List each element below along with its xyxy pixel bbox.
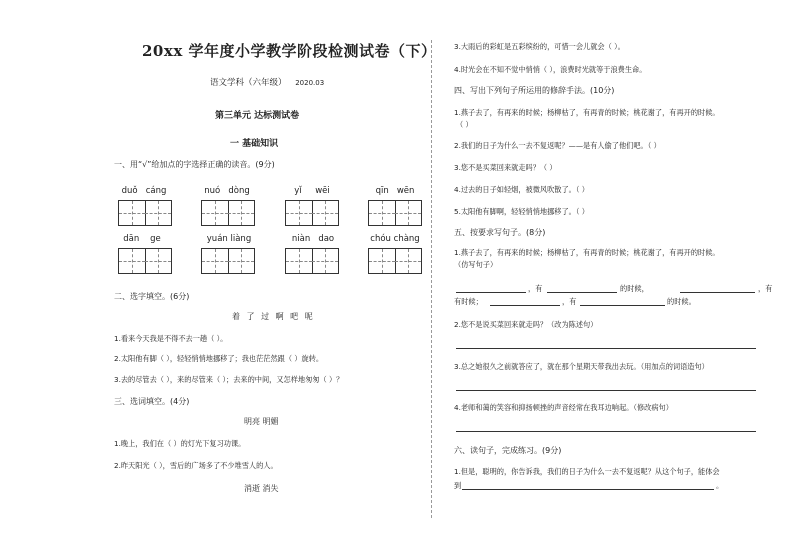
writing-grid[interactable] <box>201 200 255 226</box>
right-item-3: 3.大雨后的彩虹是五彩缤纷的，可惜一会儿就会（ ）。 <box>454 42 625 51</box>
answer-line[interactable] <box>547 292 617 293</box>
subject-label: 语文学科（六年级） <box>210 78 287 88</box>
writing-grid[interactable] <box>368 200 422 226</box>
pinyin-3: yǐ wēi <box>294 186 330 196</box>
pinyin-8: chóu chàng <box>370 234 420 244</box>
fill-text: 有时候； <box>454 297 483 306</box>
fill-text: 的时候， <box>620 284 649 293</box>
answer-line[interactable] <box>490 305 560 306</box>
fill-text: 的时候。 <box>667 297 696 306</box>
question-2-heading: 二、选字填空。(6分) <box>114 292 190 301</box>
q5-item-2: 2.您不是说买菜回来就走吗？（改为陈述句） <box>454 320 598 329</box>
pinyin-6: yuán liàng <box>206 234 252 244</box>
q5-item-1-note: （仿写句子） <box>454 260 498 269</box>
answer-line[interactable] <box>456 431 756 432</box>
subject-line <box>210 76 324 88</box>
writing-grid[interactable] <box>118 200 172 226</box>
q4-item-1: 1.燕子去了，有再来的时候；杨柳枯了，有再青的时候；桃花谢了，有再开的时候。 <box>454 108 720 117</box>
writing-grid[interactable] <box>368 248 422 274</box>
fill-text: 。 <box>716 481 724 490</box>
fill-text: 到 <box>454 481 462 490</box>
question-2-item-3: 3.去的尽管去（ ），来的尽管来（ ）；去来的中间，又怎样地匆匆（ ）？ <box>114 375 344 384</box>
question-2-item-2: 2.太阳他有脚（ ），轻轻悄悄地挪移了；我也茫茫然跟（ ）旋转。 <box>114 354 324 363</box>
fill-text: ，有 <box>528 284 543 293</box>
question-3-item-1: 1.晚上，我们在（ ）的灯光下复习功课。 <box>114 439 246 448</box>
writing-grid[interactable] <box>285 248 339 274</box>
writing-grid[interactable] <box>285 200 339 226</box>
answer-line[interactable] <box>456 292 526 293</box>
pinyin-1: duǒ cáng <box>121 186 167 196</box>
q5-item-3: 3.总之她很久之前就答应了，就在那个星期天带我出去玩。（用加点的词语造句） <box>454 362 709 371</box>
q6-item-1: 1.但是，聪明的，你告诉我，我们的日子为什么一去不复返呢？从这个句子，能体会 <box>454 467 720 476</box>
section-title: 一 基础知识 <box>230 139 279 149</box>
unit-title: 第三单元 达标测试卷 <box>215 111 300 121</box>
question-2-item-1: 1.看来今天我是不得不去一趟（ ）。 <box>114 334 228 343</box>
fill-text: ，有 <box>562 297 577 306</box>
question-4-heading: 四、写出下列句子所运用的修辞手法。(10分) <box>454 86 615 95</box>
answer-line[interactable] <box>462 489 714 490</box>
answer-line[interactable] <box>456 390 756 391</box>
question-1-heading: 一、用“√”给加点的字选择正确的读音。(9分) <box>114 160 275 169</box>
q5-item-1: 1.燕子去了，有再来的时候；杨柳枯了，有再青的时候；桃花谢了，有再开的时候。 <box>454 248 720 257</box>
answer-line[interactable] <box>680 292 755 293</box>
q4-item-2: 2.我们的日子为什么一去不复返呢？——是有人偷了他们吧。（ ） <box>454 141 661 150</box>
pinyin-5: dān ge <box>123 234 161 244</box>
word-bank-2: 着 了 过 啊 吧 呢 <box>232 312 315 321</box>
writing-grid[interactable] <box>201 248 255 274</box>
q4-item-4: 4.过去的日子如轻烟，被微风吹散了。（ ） <box>454 185 589 194</box>
question-6-heading: 六、读句子，完成练习。(9分) <box>454 446 562 455</box>
q4-item-5: 5.太阳他有脚啊，轻轻悄悄地挪移了。（ ） <box>454 207 589 216</box>
exam-date: 2020.03 <box>295 79 325 87</box>
fill-text: ，有 <box>758 284 773 293</box>
writing-grid[interactable] <box>118 248 172 274</box>
question-3-heading: 三、选词填空。(4分) <box>114 397 190 406</box>
answer-line[interactable] <box>580 305 665 306</box>
pinyin-4: qīn wēn <box>375 186 415 196</box>
q5-item-4: 4.老师和蔼的笑容和抑扬顿挫的声音经常在我耳边响起。（修改病句） <box>454 403 673 412</box>
column-divider <box>431 40 432 518</box>
q4-item-1-blank[interactable]: （ ） <box>456 120 473 129</box>
pinyin-2: nuó dòng <box>204 186 250 196</box>
question-5-heading: 五、按要求写句子。(8分) <box>454 228 546 237</box>
right-item-4: 4.时光会在不知不觉中悄悄（ ），浪费时光就等于浪费生命。 <box>454 65 647 74</box>
q4-item-3: 3.您不是买菜回来就走吗？（ ） <box>454 163 557 172</box>
question-3-item-2: 2.昨天阳光（ ），雪后的广场多了不少堆雪人的人。 <box>114 461 278 470</box>
word-bank-3b: 消逝 消失 <box>244 484 279 493</box>
exam-title: 20xx 学年度小学教学阶段检测试卷（下） <box>142 42 437 60</box>
word-bank-3: 明亮 明媚 <box>244 417 279 426</box>
answer-line[interactable] <box>456 348 756 349</box>
pinyin-7: niàn dao <box>291 234 335 244</box>
